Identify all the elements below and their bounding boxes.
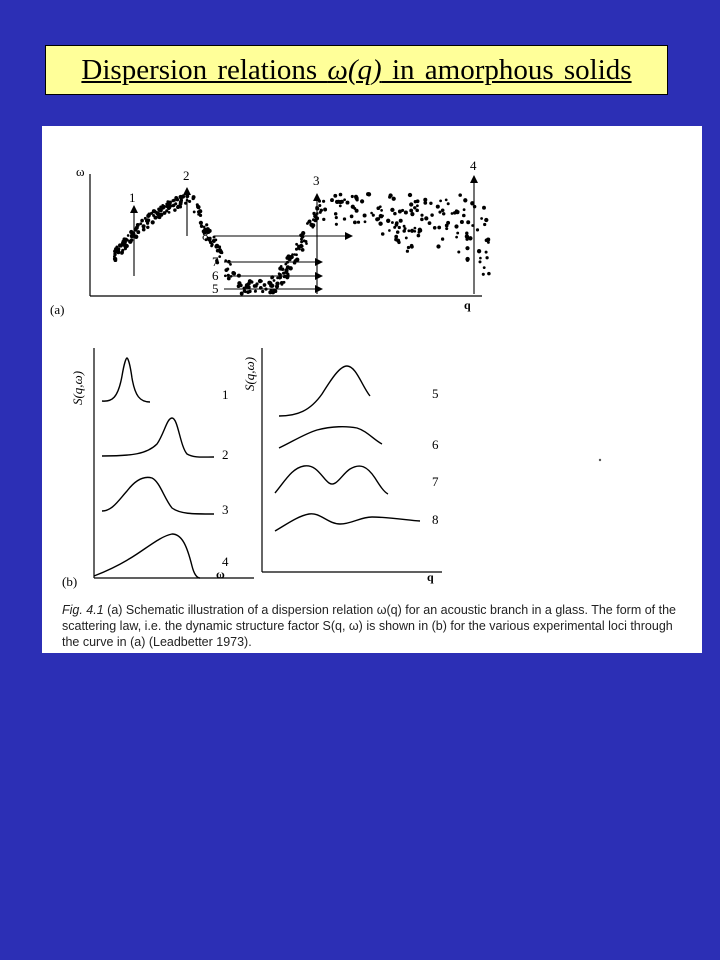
scatter-point (410, 212, 414, 216)
panel-b-right (242, 348, 442, 584)
figure-drawing (42, 126, 702, 653)
scatter-point (176, 198, 180, 202)
scatter-point (466, 259, 469, 262)
scatter-point (363, 214, 367, 218)
scatter-point (301, 248, 305, 252)
scatter-point (376, 206, 380, 210)
curve-7-label: 7 (432, 474, 439, 489)
scatter-point (173, 199, 176, 202)
scatter-point (118, 243, 122, 247)
scatter-point (395, 221, 399, 225)
curve-5-label: 5 (432, 386, 439, 401)
panel-a (50, 158, 491, 317)
panel-b-left (62, 348, 254, 589)
scatter-point (410, 245, 414, 249)
scatter-point (270, 276, 273, 279)
scatter-point (408, 193, 412, 197)
scatter-point (413, 206, 416, 209)
scatter-point (318, 200, 321, 203)
scatter-point (455, 210, 459, 214)
scatter-point (205, 223, 208, 226)
scatter-point (477, 249, 481, 253)
scatter-point (157, 213, 161, 217)
scatter-point (487, 272, 491, 276)
scatter-point (275, 284, 279, 288)
scatter-point (388, 229, 391, 232)
scatter-point (319, 211, 322, 214)
scatter-point (216, 249, 220, 253)
scatter-point (407, 246, 410, 249)
caption-fig-label: Fig. 4.1 (62, 603, 104, 617)
scatter-point (392, 197, 396, 201)
scatter-point (180, 197, 183, 200)
scatter-point (172, 204, 175, 207)
scatter-point (312, 212, 315, 215)
scatter-point (214, 244, 218, 248)
scatter-point (153, 216, 157, 220)
scatter-point (121, 249, 124, 252)
scatter-point (437, 226, 441, 230)
scatter-point (261, 290, 264, 293)
scatter-point (456, 232, 459, 235)
curve-6 (279, 427, 382, 448)
scatter-point (282, 272, 285, 275)
panel-b-left-omega-label: ω (216, 567, 225, 581)
scatter-point (396, 230, 400, 234)
curve-1 (102, 358, 150, 402)
scatter-point (211, 243, 214, 246)
dispersion-scatter-points (113, 192, 491, 295)
scatter-point (116, 250, 120, 254)
scatter-point (123, 240, 127, 244)
scatter-point (407, 229, 410, 232)
scatter-point (333, 194, 337, 198)
scatter-point (291, 253, 294, 256)
slide-title (81, 54, 631, 87)
scatter-point (465, 246, 469, 250)
scatter-point (403, 225, 406, 228)
scatter-point (460, 220, 464, 224)
scatter-point (473, 205, 477, 209)
scatter-point (370, 212, 373, 215)
scatter-point (465, 232, 468, 235)
scatter-point (355, 209, 359, 213)
scatter-point (218, 255, 221, 258)
curve-7 (275, 466, 388, 494)
scatter-point (418, 228, 422, 232)
scatter-point (428, 221, 432, 225)
scatter-point (318, 204, 321, 207)
curve-4-label: 4 (222, 554, 229, 569)
title-prefix: Dispersion relations (81, 53, 328, 86)
scatter-point (346, 201, 350, 205)
scatter-point (161, 204, 164, 207)
curve-3-label: 3 (222, 502, 229, 517)
scatter-point (196, 203, 199, 206)
scatter-point (458, 193, 462, 197)
panel-a-q-label: q (464, 298, 471, 312)
scatter-point (232, 272, 236, 276)
scatter-point (415, 209, 419, 213)
scatter-point (193, 210, 196, 213)
scatter-point (214, 238, 217, 241)
scatter-point (199, 221, 203, 225)
scatter-point (245, 285, 248, 288)
scatter-point (188, 200, 191, 203)
scatter-point (229, 263, 232, 266)
scatter-point (300, 245, 303, 248)
scatter-point (401, 209, 404, 212)
scatter-point (276, 277, 279, 280)
scatter-point (130, 234, 134, 238)
locus-6-label: 6 (212, 268, 219, 283)
scatter-point (136, 230, 140, 234)
scatter-point (300, 240, 303, 243)
curve-8 (275, 514, 420, 531)
scatter-point (445, 199, 448, 202)
curve-5 (279, 366, 370, 416)
scatter-point (404, 210, 408, 214)
scatter-point (398, 226, 401, 229)
scatter-point (179, 202, 183, 206)
scatter-point (386, 219, 390, 223)
scatter-point (240, 292, 244, 296)
scatter-point (381, 214, 384, 217)
scatter-point (167, 207, 170, 210)
scatter-point (429, 202, 432, 205)
scatter-point (134, 235, 138, 239)
scatter-point (445, 224, 449, 228)
scatter-point (420, 218, 424, 222)
scatter-point (357, 221, 360, 224)
scatter-point (334, 212, 337, 215)
scatter-point (335, 216, 338, 219)
scatter-point (360, 199, 364, 203)
scatter-point (244, 290, 247, 293)
scatter-point (174, 202, 177, 205)
scatter-point (351, 205, 355, 209)
scatter-point (254, 284, 257, 287)
scatter-point (413, 230, 416, 233)
scatter-point (476, 228, 479, 231)
scatter-point (353, 220, 357, 224)
scatter-point (339, 193, 343, 197)
scatter-point (153, 210, 157, 214)
scatter-point (168, 201, 172, 205)
scatter-point (484, 218, 488, 222)
scatter-point (227, 277, 231, 281)
scatter-point (323, 208, 327, 212)
scatter-point (482, 206, 486, 210)
scatter-point (351, 195, 354, 198)
speck-mark (599, 459, 601, 461)
scatter-point (478, 260, 481, 263)
scatter-point (120, 252, 123, 255)
scatter-point (463, 208, 466, 211)
scatter-point (226, 268, 229, 271)
curve-3 (102, 477, 214, 514)
scatter-point (455, 236, 458, 239)
scatter-point (442, 212, 445, 215)
curve-2-label: 2 (222, 447, 229, 462)
scatter-point (278, 272, 281, 275)
scatter-point (146, 214, 150, 218)
scatter-point (280, 265, 283, 268)
panel-b-left-y-label: S(q,ω) (70, 370, 85, 406)
scatter-point (462, 214, 466, 218)
scatter-point (406, 250, 409, 253)
scatter-point (343, 217, 346, 220)
scatter-point (250, 280, 253, 283)
scatter-point (179, 205, 182, 208)
scatter-point (399, 219, 403, 223)
scatter-point (343, 198, 346, 201)
scatter-point (364, 220, 367, 223)
scatter-point (295, 253, 298, 256)
scatter-point (485, 256, 488, 259)
scatter-point (390, 208, 394, 212)
scatter-point (417, 234, 421, 238)
scatter-point (273, 279, 276, 282)
scatter-point (322, 218, 325, 221)
scatter-point (130, 238, 133, 241)
scatter-point (146, 222, 149, 225)
scatter-point (451, 212, 454, 215)
scatter-point (433, 226, 437, 230)
scatter-point (409, 209, 413, 213)
scatter-point (151, 220, 155, 224)
locus-7-label: 7 (212, 254, 219, 269)
title-symbol: ω(q) (327, 53, 382, 86)
scatter-point (246, 290, 250, 294)
scatter-point (354, 195, 358, 199)
curve-6-label: 6 (432, 437, 439, 452)
scatter-point (263, 283, 267, 287)
scatter-point (439, 200, 442, 203)
scatter-point (483, 223, 486, 226)
scatter-point (287, 254, 291, 258)
scatter-point (114, 258, 118, 262)
scatter-point (330, 198, 334, 202)
scatter-point (479, 257, 482, 260)
scatter-point (301, 231, 305, 235)
scatter-point (350, 215, 354, 219)
scatter-point (436, 205, 440, 209)
scatter-point (284, 263, 287, 266)
scatter-point (339, 205, 342, 208)
curve-4 (94, 534, 200, 578)
scatter-point (388, 195, 391, 198)
scatter-point (457, 250, 460, 253)
scatter-point (391, 221, 394, 224)
figure-caption (62, 602, 692, 650)
curve-8-label: 8 (432, 512, 439, 527)
scatter-point (447, 202, 450, 205)
scatter-point (295, 243, 298, 246)
scatter-point (307, 221, 310, 224)
locus-3-label: 3 (313, 173, 320, 188)
scatter-point (237, 284, 241, 288)
scanned-figure (42, 126, 702, 653)
scatter-point (283, 281, 286, 284)
scatter-point (271, 291, 275, 295)
locus-1-label: 1 (129, 190, 136, 205)
scatter-point (375, 217, 379, 221)
scatter-point (311, 223, 315, 227)
scatter-point (335, 223, 338, 226)
scatter-point (423, 198, 427, 202)
scatter-point (337, 200, 341, 204)
panel-a-omega-label: ω (76, 164, 85, 179)
scatter-point (482, 273, 485, 276)
curve-2 (102, 418, 214, 457)
scatter-point (198, 209, 202, 213)
caption-text: (a) Schematic illustration of a dispersion relation ω(q) for an acoustic branch in a glass. The form of the scattering law, i.e. the dynamic structure factor S(q, ω) is shown in (b) for the various experimental loci through the curve in (a) (Leadbetter 1973). (62, 603, 676, 649)
scatter-point (485, 238, 489, 242)
panel-b-right-q-label: q (427, 570, 434, 584)
scatter-point (192, 197, 195, 200)
scatter-point (424, 216, 428, 220)
scatter-point (409, 202, 413, 206)
scatter-point (436, 244, 440, 248)
scatter-point (146, 226, 149, 229)
curve-1-label: 1 (222, 387, 229, 402)
scatter-point (219, 250, 223, 254)
scatter-point (129, 230, 133, 234)
scatter-point (134, 228, 137, 231)
scatter-point (480, 217, 483, 220)
scatter-point (127, 234, 130, 237)
locus-8-label: 8 (202, 228, 209, 243)
locus-4-label: 4 (470, 158, 477, 173)
scatter-point (445, 227, 448, 230)
locus-5-label: 5 (212, 281, 219, 296)
scatter-point (270, 285, 273, 288)
scatter-point (414, 227, 417, 230)
scatter-point (483, 266, 486, 269)
title-suffix: in amorphous solids (381, 53, 632, 86)
scatter-point (393, 226, 396, 229)
scatter-point (140, 219, 144, 223)
scatter-point (157, 208, 160, 211)
scatter-point (136, 223, 140, 227)
scatter-point (124, 245, 128, 249)
scatter-point (378, 222, 382, 226)
scatter-point (300, 238, 303, 241)
scatter-point (463, 198, 467, 202)
scatter-point (393, 212, 397, 216)
scatter-point (289, 266, 293, 270)
locus-2-label: 2 (183, 168, 190, 183)
scatter-point (416, 204, 419, 207)
scatter-point (394, 238, 398, 242)
scatter-point (380, 209, 383, 212)
scatter-point (367, 192, 371, 196)
scatter-point (441, 209, 445, 213)
scatter-point (322, 200, 325, 203)
slide-title-box (45, 45, 668, 95)
scatter-point (416, 199, 420, 203)
scatter-point (113, 255, 116, 258)
scatter-point (410, 229, 414, 233)
scatter-point (173, 208, 176, 211)
scatter-point (402, 229, 406, 233)
scatter-point (113, 252, 116, 255)
scatter-point (258, 279, 262, 283)
scatter-point (420, 214, 423, 217)
scatter-point (441, 237, 444, 240)
scatter-point (405, 236, 408, 239)
scatter-point (305, 240, 308, 243)
scatter-point (142, 224, 146, 228)
panel-b-label: (b) (62, 574, 78, 589)
scatter-point (454, 224, 458, 228)
scatter-point (381, 232, 385, 236)
panel-a-label: (a) (50, 302, 65, 317)
scatter-point (430, 213, 433, 216)
scatter-point (466, 220, 470, 224)
scatter-point (485, 251, 488, 254)
scatter-point (254, 290, 257, 293)
panel-b-right-y-label: S(q,ω) (242, 356, 257, 392)
